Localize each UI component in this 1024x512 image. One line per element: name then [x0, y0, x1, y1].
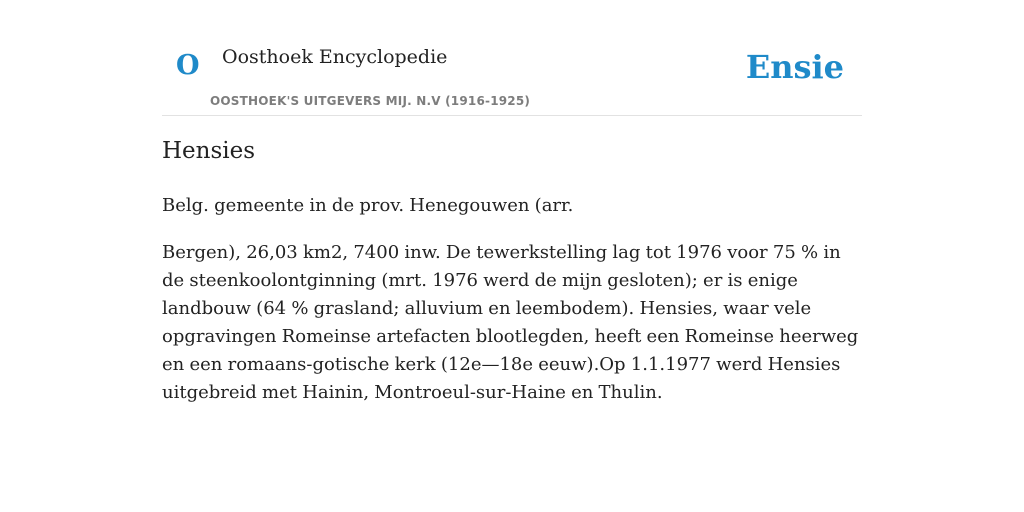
book-header — [162, 30, 862, 116]
publisher-label: OOSTHOEK'S UITGEVERS MIJ. N.V (1916-1925) — [210, 94, 531, 108]
ensie-logo-link[interactable]: Ensie — [745, 48, 844, 86]
book-logo[interactable]: O — [176, 50, 200, 81]
article-paragraph: Bergen), 26,03 km2, 7400 inw. De tewerkstelling lag tot 1976 voor 75 % in de steenkoolontginning (mrt. 1976 werd de mijn gesloten); er is enige landbouw (64 % grasland; alluvium en leembodem). Hensies, waar vele opgravingen Romeinse artefacten blootlegden, heeft een Romeinse heerweg en een romaans-gotische kerk (12e—18e eeuw).Op 1.1.1977 werd Hensies uitgebreid met Hainin, Montroeul-sur-Haine en Thulin. — [162, 242, 859, 403]
book-title-link[interactable]: Oosthoek Encyclopedie — [222, 46, 448, 68]
article-paragraph: Belg. gemeente in de prov. Henegouwen (arr. — [162, 195, 574, 216]
article-title: Hensies — [162, 138, 256, 164]
